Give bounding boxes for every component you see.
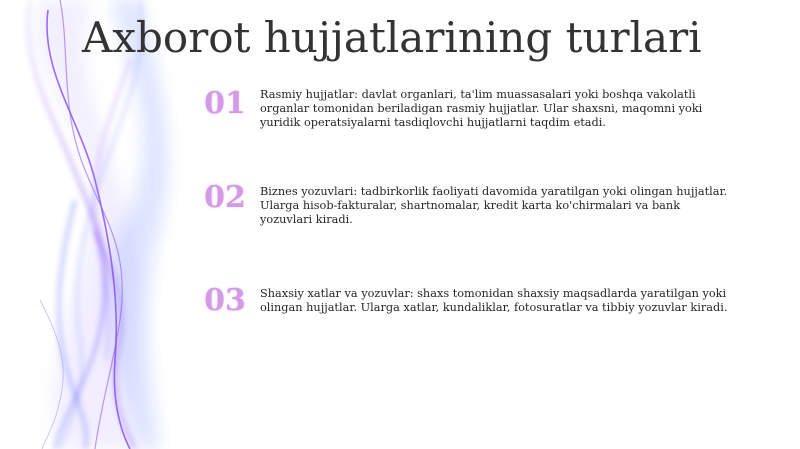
item-text: Rasmiy hujjatlar: davlat organlari, ta'lim muassasalari yoki boshqa vakolatli organlar tomonidan beriladigan rasmiy hujjatlar. Ular shaxsni, maqomni yoki yuridik operatsiyalarni tasdiqlovchi hujjatlarni taqdim etadi. [260,88,703,129]
item-number: 01 [204,86,246,121]
item-number: 03 [204,283,246,318]
item-text: Biznes yozuvlari: tadbirkorlik faoliyati davomida yaratilgan yoki olingan hujjatlar. Ularga hisob-fakturalar, shartnomalar, kredit karta ko'chirmalari va bank yozuvlari kiradi. [260,185,728,226]
item-number: 02 [204,180,246,215]
slide-title: Axborot hujjatlarining turlari [82,13,702,62]
item-text: Shaxsiy xatlar va yozuvlar: shaxs tomonidan shaxsiy maqsadlarda yaratilgan yoki olingan hujjatlar. Ularga xatlar, kundaliklar, fotosuratlar va tibbiy yozuvlar kiradi. [260,287,728,314]
